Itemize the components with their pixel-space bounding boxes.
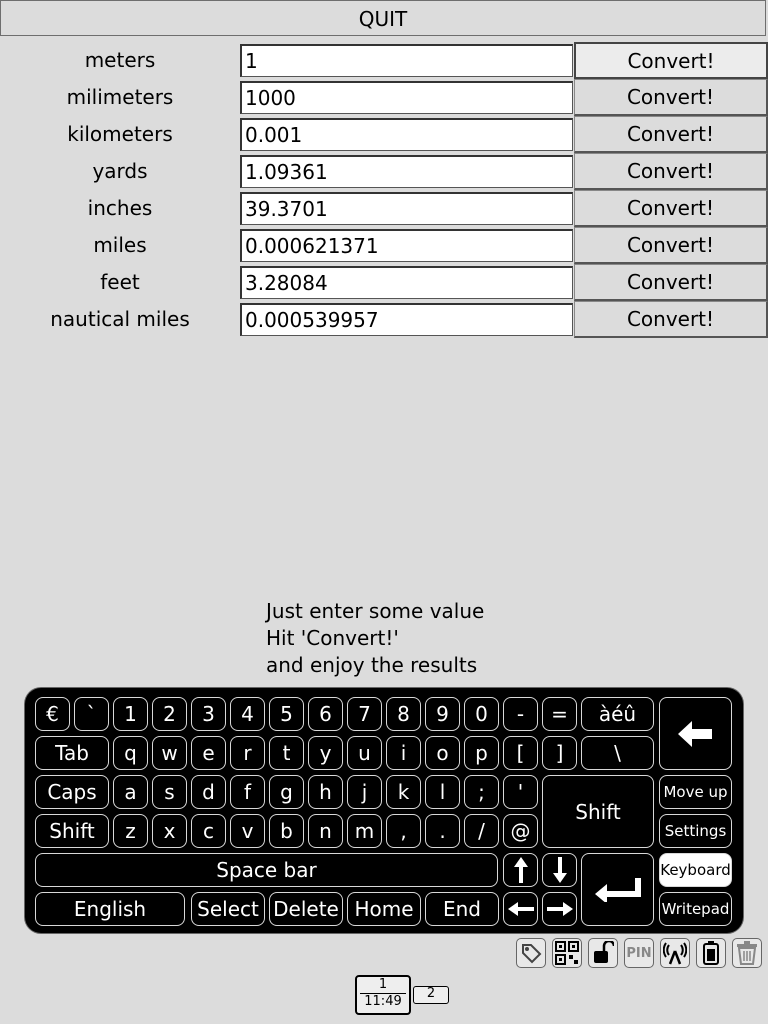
key[interactable]: 6 [308, 697, 343, 731]
key[interactable]: x [152, 814, 187, 848]
key[interactable]: a [113, 775, 148, 809]
unit-row [0, 153, 768, 190]
unlock-icon [588, 938, 618, 968]
unit-row [0, 79, 768, 116]
workspace-1-number: 1 [378, 977, 388, 992]
wireless-icon [660, 938, 690, 968]
trash-icon [732, 938, 762, 968]
convert-button[interactable]: Convert! [574, 116, 768, 153]
unit-row [0, 301, 768, 338]
unit-label: inches [87, 196, 153, 220]
key[interactable]: n [308, 814, 343, 848]
arrow-right-icon [547, 902, 573, 916]
unit-label: yards [92, 159, 148, 183]
key[interactable]: j [347, 775, 382, 809]
qr-code-icon-button[interactable] [552, 938, 584, 970]
space-bar[interactable]: Space bar [35, 853, 498, 887]
key-english[interactable]: English [35, 892, 185, 926]
key-select[interactable]: Select [191, 892, 265, 926]
key[interactable]: - [503, 697, 538, 731]
pin-icon [624, 938, 654, 968]
arrow-up-key[interactable] [503, 853, 538, 887]
key[interactable]: 4 [230, 697, 265, 731]
key[interactable]: ] [542, 736, 577, 770]
key[interactable]: € [35, 697, 70, 731]
workspace-2-button[interactable]: 2 [413, 986, 449, 1004]
unit-label: miles [93, 233, 147, 257]
wireless-icon-button[interactable] [660, 938, 692, 970]
enter-arrow-icon [595, 878, 641, 902]
key[interactable]: , [386, 814, 421, 848]
unit-value-input[interactable] [240, 266, 573, 299]
key[interactable]: q [113, 736, 148, 770]
convert-button[interactable]: Convert! [574, 301, 768, 338]
qr-code-icon [552, 938, 582, 968]
key-shift-right[interactable]: Shift [542, 775, 654, 848]
key[interactable]: c [191, 814, 226, 848]
key[interactable]: h [308, 775, 343, 809]
battery-icon-button[interactable] [696, 938, 728, 970]
convert-button[interactable]: Convert! [574, 227, 768, 264]
arrow-left-key[interactable] [503, 892, 538, 926]
key[interactable]: d [191, 775, 226, 809]
key-backslash[interactable]: \ [581, 736, 654, 770]
key[interactable]: l [425, 775, 460, 809]
key-home[interactable]: Home [347, 892, 421, 926]
key[interactable]: ` [74, 697, 109, 731]
key[interactable]: u [347, 736, 382, 770]
key[interactable]: 1 [113, 697, 148, 731]
key[interactable]: f [230, 775, 265, 809]
key[interactable]: 8 [386, 697, 421, 731]
arrow-down-key[interactable] [542, 853, 577, 887]
convert-button[interactable]: Convert! [574, 190, 768, 227]
key[interactable]: 3 [191, 697, 226, 731]
key[interactable]: 9 [425, 697, 460, 731]
clock: 11:49 [364, 994, 402, 1009]
convert-button[interactable]: Convert! [574, 42, 768, 79]
enter-key[interactable] [581, 853, 654, 926]
quit-button[interactable]: QUIT [0, 0, 766, 36]
unit-value-input[interactable] [240, 303, 573, 336]
key[interactable]: k [386, 775, 421, 809]
onscreen-keyboard [25, 688, 743, 933]
backspace-arrow-icon [678, 721, 714, 747]
key[interactable]: [ [503, 736, 538, 770]
tag-icon-button[interactable] [516, 938, 548, 970]
key-delete[interactable]: Delete [269, 892, 343, 926]
key[interactable]: @ [503, 814, 538, 848]
backspace-key[interactable] [659, 697, 732, 770]
pin-icon-button[interactable] [624, 938, 656, 970]
key[interactable]: r [230, 736, 265, 770]
key-caps[interactable]: Caps [35, 775, 109, 809]
arrow-down-icon [553, 857, 567, 883]
key[interactable]: / [464, 814, 499, 848]
key[interactable]: 7 [347, 697, 382, 731]
trash-icon-button[interactable] [732, 938, 764, 970]
unit-value-input[interactable] [240, 44, 573, 77]
key[interactable]: b [269, 814, 304, 848]
side-key-settings[interactable]: Settings [659, 814, 732, 848]
key[interactable]: ' [503, 775, 538, 809]
key[interactable]: v [230, 814, 265, 848]
help-text [266, 598, 484, 679]
key[interactable]: t [269, 736, 304, 770]
unit-value-input[interactable] [240, 192, 573, 225]
pin-label: PIN [626, 945, 652, 961]
side-key-move-up[interactable]: Move up [659, 775, 732, 809]
side-key-writepad[interactable]: Writepad [659, 892, 732, 926]
help-line-3: and enjoy the results [266, 653, 478, 677]
key-tab[interactable]: Tab [35, 736, 109, 770]
help-line-2: Hit 'Convert!' [266, 626, 399, 650]
convert-button[interactable]: Convert! [574, 79, 768, 116]
unit-label: meters [84, 48, 156, 72]
unit-row [0, 42, 768, 79]
key[interactable]: i [386, 736, 421, 770]
workspace-1-button[interactable] [355, 975, 411, 1015]
arrow-up-icon [514, 857, 528, 883]
key[interactable]: s [152, 775, 187, 809]
key[interactable]: z [113, 814, 148, 848]
help-line-1: Just enter some value [266, 599, 485, 623]
unit-value-input[interactable] [240, 155, 573, 188]
key[interactable]: ; [464, 775, 499, 809]
unit-label: feet [100, 270, 140, 294]
side-key-keyboard[interactable]: Keyboard [659, 853, 732, 887]
unit-row [0, 190, 768, 227]
unit-label: milimeters [66, 85, 174, 109]
convert-button[interactable]: Convert! [574, 153, 768, 190]
key-shift-left[interactable]: Shift [35, 814, 109, 848]
key[interactable]: g [269, 775, 304, 809]
unit-value-input[interactable] [240, 229, 573, 262]
convert-button[interactable]: Convert! [574, 264, 768, 301]
arrow-left-icon [508, 902, 534, 916]
key[interactable]: = [542, 697, 577, 731]
key[interactable]: 0 [464, 697, 499, 731]
unit-label: kilometers [67, 122, 173, 146]
unit-value-input[interactable] [240, 118, 573, 151]
key[interactable]: p [464, 736, 499, 770]
key[interactable]: o [425, 736, 460, 770]
unit-value-input[interactable] [240, 81, 573, 114]
unit-row [0, 227, 768, 264]
key[interactable]: w [152, 736, 187, 770]
tag-icon [516, 938, 546, 968]
unit-row [0, 116, 768, 153]
key[interactable]: . [425, 814, 460, 848]
key[interactable]: y [308, 736, 343, 770]
key-end[interactable]: End [425, 892, 499, 926]
unlock-icon-button[interactable] [588, 938, 620, 970]
key-accents[interactable]: àéû [581, 697, 654, 731]
key[interactable]: e [191, 736, 226, 770]
key[interactable]: 2 [152, 697, 187, 731]
battery-icon [696, 938, 726, 968]
key[interactable]: m [347, 814, 382, 848]
unit-label: nautical miles [50, 307, 190, 331]
unit-row [0, 264, 768, 301]
arrow-right-key[interactable] [542, 892, 577, 926]
key[interactable]: 5 [269, 697, 304, 731]
